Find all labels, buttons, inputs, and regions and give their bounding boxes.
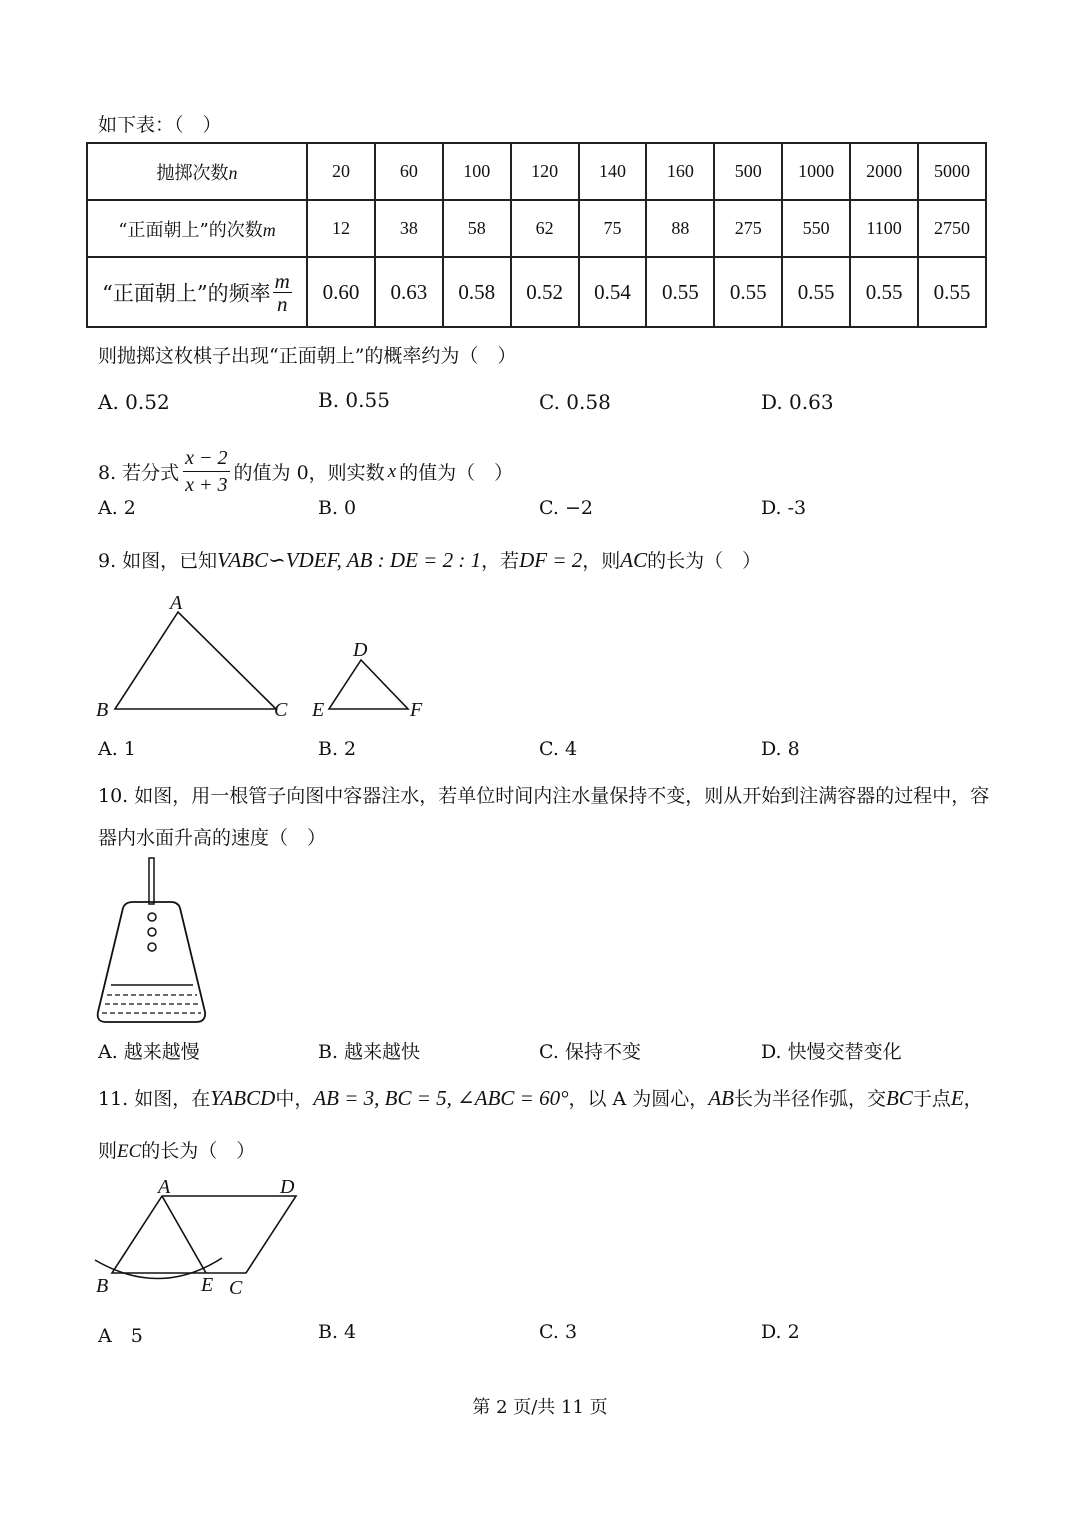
cell-freq: 0.55 <box>918 257 986 327</box>
q8-option-d[interactable]: D. -3 <box>761 497 807 519</box>
cell-m: 1100 <box>850 200 918 257</box>
cell-freq: 0.58 <box>443 257 511 327</box>
row-header-m: “正面朝上”的次数m <box>87 200 307 257</box>
cell-freq: 0.60 <box>307 257 375 327</box>
q8-fraction: $\frac{x - 2}{x + 3}$ <box>185 447 228 496</box>
cell-n: 140 <box>579 143 647 200</box>
label-e: E <box>312 699 325 721</box>
q8-option-a[interactable]: A. 2 <box>98 497 136 519</box>
cell-n: 5000 <box>918 143 986 200</box>
cell-freq: 0.55 <box>782 257 850 327</box>
label-e: E <box>201 1274 214 1296</box>
parallelogram-abcd <box>112 1196 296 1273</box>
q10-option-a[interactable]: A. 越来越慢 <box>98 1041 200 1063</box>
cell-freq: 0.55 <box>714 257 782 327</box>
q7-option-d[interactable]: D. 0.63 <box>761 390 834 414</box>
cell-m: 550 <box>782 200 850 257</box>
cell-n: 120 <box>511 143 579 200</box>
fraction-m-over-n: $\frac{m}{n}$ <box>274 268 290 316</box>
q8-option-c[interactable]: C. −2 <box>539 497 593 519</box>
label-a: A <box>170 592 183 614</box>
intro-text: 如下表：（ ） <box>98 114 222 136</box>
cell-m: 88 <box>646 200 714 257</box>
cell-m: 12 <box>307 200 375 257</box>
cell-m: 275 <box>714 200 782 257</box>
cell-n: 160 <box>646 143 714 200</box>
cell-n: 100 <box>443 143 511 200</box>
q10-option-b[interactable]: B. 越来越快 <box>318 1041 421 1063</box>
q9-option-b[interactable]: B. 2 <box>318 738 357 760</box>
cell-n: 500 <box>714 143 782 200</box>
q9-option-d[interactable]: D. 8 <box>761 738 800 760</box>
label-b: B <box>96 699 109 721</box>
cell-n: 20 <box>307 143 375 200</box>
row-header-freq: “正面朝上”的频率 $\frac{m}{n}$ <box>87 257 307 327</box>
q11-option-b[interactable]: B. 4 <box>318 1321 357 1343</box>
q11-option-d[interactable]: D. 2 <box>761 1321 800 1343</box>
cell-freq: 0.52 <box>511 257 579 327</box>
q10-option-c[interactable]: C. 保持不变 <box>539 1041 641 1063</box>
cell-n: 2000 <box>850 143 918 200</box>
cell-n: 60 <box>375 143 443 200</box>
label-d: D <box>280 1176 295 1198</box>
q8-option-b[interactable]: B. 0 <box>318 497 357 519</box>
label-c: C <box>274 699 288 721</box>
cell-m: 2750 <box>918 200 986 257</box>
q7-stem: 则抛掷这枚棋子出现“正面朝上”的概率约为（ ） <box>98 345 517 367</box>
row-header-n: 抛掷次数n <box>87 143 307 200</box>
q11-option-a[interactable]: A 5 <box>98 1325 143 1347</box>
q7-option-a[interactable]: A. 0.52 <box>98 390 170 414</box>
label-b: B <box>96 1275 109 1297</box>
q7-option-b[interactable]: B. 0.55 <box>318 388 390 412</box>
cell-m: 75 <box>579 200 647 257</box>
q11-option-c[interactable]: C. 3 <box>539 1321 578 1343</box>
cell-freq: 0.63 <box>375 257 443 327</box>
q11-stem-line1: 11. 如图，在YABCD中，AB = 3, BC = 5, ∠ABC = 60°，以 A 为圆心，AB长为半径作弧，交BC于点E， <box>98 1086 983 1110</box>
q10-option-d[interactable]: D. 快慢交替变化 <box>761 1041 902 1063</box>
label-f: F <box>410 699 423 721</box>
q9-stem: 9. 如图，已知VABC∽VDEF, AB : DE = 2 : 1，若DF = 2，则AC的长为（ ） <box>98 548 762 572</box>
label-d: D <box>353 639 368 661</box>
q11-stem-line2: 则EC的长为（ ） <box>98 1140 256 1162</box>
cell-freq: 0.54 <box>579 257 647 327</box>
q8-stem: 8. 若分式 $\frac{x - 2}{x + 3}$ 的值为 0，则实数 x 的值为（ ） <box>98 447 514 496</box>
label-c: C <box>229 1277 243 1299</box>
cell-freq: 0.55 <box>850 257 918 327</box>
page-footer: 第 2 页/共 11 页 <box>472 1397 608 1418</box>
q9-option-a[interactable]: A. 1 <box>98 738 136 760</box>
cell-n: 1000 <box>782 143 850 200</box>
label-a: A <box>158 1176 171 1198</box>
segment-ae <box>162 1196 206 1273</box>
cell-m: 58 <box>443 200 511 257</box>
cell-freq: 0.55 <box>646 257 714 327</box>
q7-option-c[interactable]: C. 0.58 <box>539 390 611 414</box>
q9-option-c[interactable]: C. 4 <box>539 738 578 760</box>
cell-m: 38 <box>375 200 443 257</box>
q10-stem-line2: 器内水面升高的速度（ ） <box>98 827 327 849</box>
cell-m: 62 <box>511 200 579 257</box>
q10-stem-line1: 10. 如图，用一根管子向图中容器注水，若单位时间内注水量保持不变，则从开始到注满容器的过程中，容 <box>98 785 990 807</box>
